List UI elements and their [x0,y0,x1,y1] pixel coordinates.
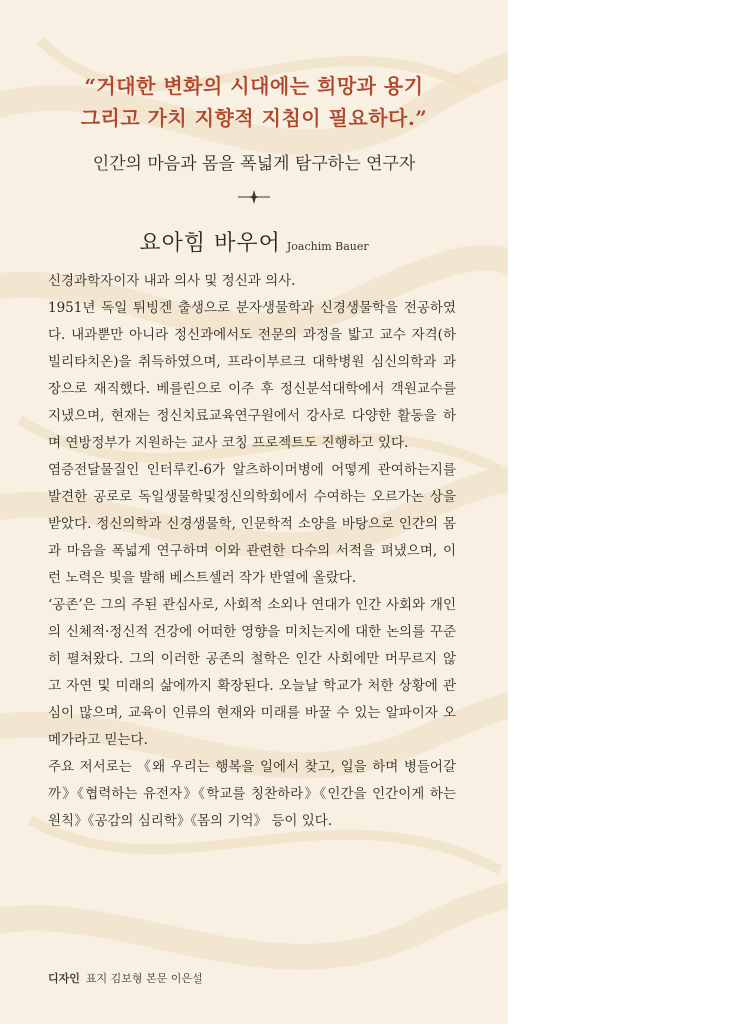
author-biography [48,268,456,835]
quote-line-2: 그리고 가치 지향적 지침이 필요하다.” [80,106,428,130]
author-name [30,226,478,257]
author-name-english: Joachim Bauer [286,240,369,253]
author-subtitle: 인간의 마음과 몸을 폭넓게 탐구하는 연구자 [92,154,416,174]
design-credits [48,970,203,986]
author-name-korean: 요아힘 바우어 [139,231,281,256]
quote-line-1: “거대한 변화의 시대에는 희망과 용기 [84,74,424,98]
ornament-divider-icon [238,188,270,206]
bio-paragraph: 염증전달물질인 인터루킨-6가 알츠하이머병에 어떻게 관여하는지를 발견한 공로로 독일생물학및정신의학회에서 수여하는 오르가논 상을 받았다. 정신의학과 신경생물학, 인문학적 소양을 바탕으로 인간의 몸과 마음을 폭넓게 연구하며 이와 관련한 다수의 서적을 펴냈으며, 이런 노력은 빛을 발해 베스트셀러 작가 반열에 올랐다. [48,462,456,586]
credits-text: 표지 김보형 본문 이은설 [85,972,203,985]
bio-paragraph: 1951년 독일 튀빙겐 출생으로 분자생물학과 신경생물학을 전공하였다. 내과뿐만 아니라 정신과에서도 전문의 과정을 밟고 교수 자격(하빌리타치온)을 취득하였으며, 프라이부르크 대학병원 심신의학과 과장으로 재직했다. 베를린으로 이주 후 정신분석대학에서 객원교수를 지냈으며, 현재는 정신치료교육연구원에서 강사로 다양한 활동을 하며 연방정부가 지원하는 교사 코칭 프로젝트도 진행하고 있다. [48,300,456,451]
quote-block [40,70,468,134]
bio-paragraph: 신경과학자이자 내과 의사 및 정신과 의사. [48,273,296,289]
credits-label: 디자인 [48,972,80,985]
bio-paragraph: ‘공존’은 그의 주된 관심사로, 사회적 소외나 연대가 인간 사회와 개인의 신체적·정신적 건강에 어떠한 영향을 미치는지에 대한 논의를 꾸준히 펼쳐왔다. 그의 이러한 공존의 철학은 인간 사회에만 머무르지 않고 자연 및 미래의 삶에까지 확장된다. 오늘날 학교가 처한 상황에 관심이 많으며, 교육이 인류의 현재와 미래를 바꿀 수 있는 알파이자 오메가라고 믿는다. [48,597,456,748]
bio-paragraph: 주요 저서로는 《왜 우리는 행복을 일에서 찾고, 일을 하며 병들어갈까》《협력하는 유전자》《학교를 칭찬하라》《인간을 인간이게 하는 원칙》《공감의 심리학》《몸의 기억》 등이 있다. [48,759,456,829]
